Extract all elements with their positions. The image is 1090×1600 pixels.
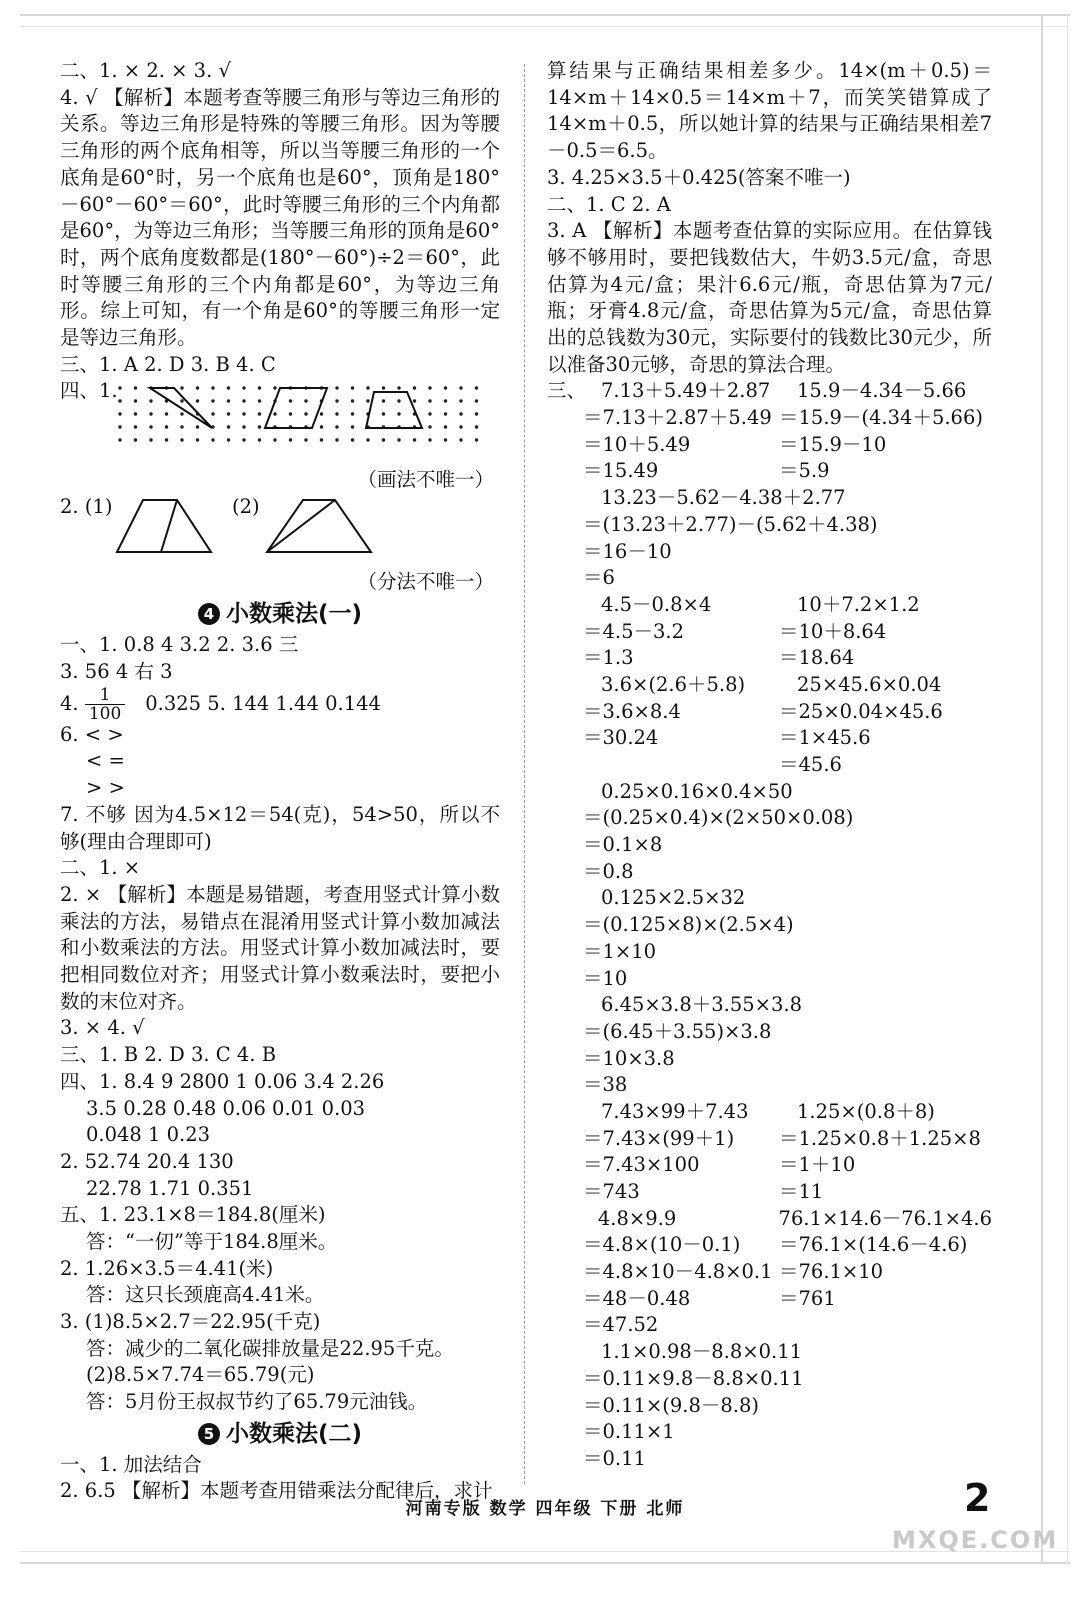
section-title-text: 小数乘法(二) — [225, 1420, 363, 1447]
calculation-label — [547, 645, 583, 672]
grid-dot — [134, 439, 137, 442]
calculation-row — [547, 699, 992, 726]
answer-line: 四、1. 8.4 9 2800 1 0.06 3.4 2.26 — [60, 1069, 385, 1093]
note: （分法不唯一） — [357, 570, 494, 594]
calculation-step: ＝15.49 — [583, 459, 659, 483]
top-border — [20, 14, 1070, 27]
calculation-step: ＝76.1×(14.6－4.6) — [779, 1233, 968, 1257]
grid-dot — [351, 400, 354, 403]
calculation-step: ＝5.9 — [779, 459, 830, 483]
calculation-label — [547, 752, 583, 779]
calculation-row — [547, 1126, 992, 1153]
note: （画法不唯一） — [357, 468, 494, 492]
answer-paragraph: 算结果与正确结果相差多少。14×(m＋0.5)＝14×m＋14×0.5＝14×m＋7，而笑笑错算成了14×m＋0.5，所以她计算的结果与正确结果相差7－0.5＝6.5。 — [547, 59, 992, 163]
answer-line: 三、1. B 2. D 3. C 4. B — [60, 1043, 277, 1067]
grid-dot — [397, 387, 400, 390]
answer-line: 一、1. 0.8 4 3.2 2. 3.6 三 — [60, 633, 299, 657]
calculation-row — [547, 1179, 992, 1206]
grid-dot — [428, 439, 431, 442]
grid-dot — [258, 439, 261, 442]
grid-dot — [444, 439, 447, 442]
right-column — [547, 58, 992, 1473]
answer-line: 3. 4.25×3.5＋0.425(答案不唯一) — [547, 165, 851, 189]
calculation-step: ＝743 — [583, 1180, 640, 1204]
grid-dot — [444, 426, 447, 429]
grid-dot — [475, 387, 478, 390]
calculation-step: ＝38 — [583, 1073, 628, 1097]
calculation-label — [547, 1179, 583, 1206]
calculation-row — [547, 1206, 992, 1233]
calculation-block — [547, 485, 992, 592]
grid-dot — [211, 387, 214, 390]
grid-dot — [196, 426, 199, 429]
grid-dot — [242, 413, 245, 416]
calculation-step: 25×45.6×0.04 — [797, 672, 942, 696]
trapezoid-2-diagram — [265, 494, 375, 558]
grid-dot — [382, 400, 385, 403]
answer-line: 2. 52.74 20.4 130 — [60, 1149, 234, 1173]
calculation-label — [547, 1206, 580, 1233]
grid-dot — [258, 400, 261, 403]
section-number-badge: 4 — [198, 603, 220, 625]
calculation-row — [547, 1259, 992, 1286]
calculation-step: ＝10＋5.49 — [583, 432, 691, 456]
grid-dot — [320, 426, 323, 429]
calculation-step: ＝45.6 — [779, 753, 842, 777]
calculation-label: 三、 — [547, 379, 587, 403]
grid-dot — [211, 413, 214, 416]
calculation-step: ＝47.52 — [583, 1313, 659, 1337]
calculation-step: 13.23－5.62－4.38＋2.77 — [601, 486, 846, 510]
answer-text: 0.325 5. 144 1.44 0.144 — [145, 691, 381, 715]
calculation-step: 1.1×0.98－8.8×0.11 — [601, 1340, 803, 1364]
answer-line: 答：减少的二氧化碳排放量是22.95千克。 — [86, 1336, 454, 1360]
grid-dot — [459, 413, 462, 416]
answer-line: 2. 6.5 【解析】本题考查用错乘法分配律后，求计 — [60, 1479, 493, 1503]
calculation-row — [547, 378, 992, 405]
grid-dot — [258, 413, 261, 416]
calculation-step: 10＋7.2×1.2 — [797, 592, 920, 616]
answer-label: 四、1. — [60, 379, 118, 403]
calculation-block — [547, 378, 992, 485]
grid-dot — [289, 439, 292, 442]
calculation-label — [547, 1232, 583, 1259]
answer-paragraph: 3. A 【解析】本题考查估算的实际应用。在估算钱够不够用时，要把钱数估大，牛奶3.5元/盒，奇思估算为4元/盒；果汁6.6元/瓶，奇思估算为7元/瓶；牙膏4.8元/盒，奇思估算为5元/盒，奇思估算出的总钱数为30元，实际要付的钱数比30元少，所以准备30元够，奇思的算法合理。 — [547, 219, 992, 376]
grid-dot — [242, 426, 245, 429]
grid-dot — [196, 400, 199, 403]
grid-dot — [428, 400, 431, 403]
grid-dot — [180, 413, 183, 416]
grid-dot — [366, 387, 369, 390]
answer-line: 二、1. × 2. × 3. √ — [60, 59, 231, 82]
grid-dot — [242, 387, 245, 390]
grid-dot — [382, 413, 385, 416]
grid-dot — [118, 426, 121, 429]
section-number-badge: 5 — [198, 1423, 220, 1445]
calculation-row — [547, 752, 992, 779]
calculation-row — [547, 458, 992, 485]
calculation-step: ＝0.1×8 — [583, 833, 663, 857]
calculation-step: ＝18.64 — [779, 646, 855, 670]
grid-dot — [134, 426, 137, 429]
calculation-label — [547, 725, 583, 752]
answer-line: 3. (1)8.5×2.7＝22.95(千克) — [60, 1310, 321, 1334]
grid-dot — [382, 439, 385, 442]
calculation-label — [547, 699, 583, 726]
trapezoid-1-diagram — [115, 494, 215, 558]
grid-dot — [320, 439, 323, 442]
grid-dot — [366, 400, 369, 403]
left-column — [60, 58, 500, 1505]
calculation-row — [547, 1099, 992, 1126]
page-number: 2 — [964, 1476, 991, 1520]
triangle-shape — [150, 388, 212, 428]
grid-dot — [351, 387, 354, 390]
calculation-row — [547, 725, 992, 752]
calculation-step: ＝30.24 — [583, 726, 659, 750]
grid-dot — [227, 439, 230, 442]
calculation-step: ＝4.8×(10－0.1) — [583, 1233, 741, 1257]
answer-line: 22.78 1.71 0.351 — [86, 1176, 254, 1200]
calculation-row — [547, 672, 992, 699]
calculation-step: ＝4.8×10－4.8×0.1 — [583, 1260, 773, 1284]
calculation-step: ＝4.5－3.2 — [583, 619, 685, 643]
calculation-step — [779, 1312, 797, 1339]
grid-dot — [118, 413, 121, 416]
calculation-row — [547, 1286, 992, 1313]
grid-dot — [459, 426, 462, 429]
calculation-step: ＝1×10 — [583, 939, 657, 963]
calculation-step: ＝7.43×100 — [583, 1153, 700, 1177]
right-border — [1041, 14, 1068, 1564]
section-title — [60, 596, 500, 632]
calculation-step: 3.6×(2.6＋5.8) — [601, 672, 746, 696]
grid-dot — [242, 439, 245, 442]
calculation-step: ＝7.43×(99＋1) — [583, 1126, 735, 1150]
grid-dot — [459, 400, 462, 403]
grid-dot — [366, 439, 369, 442]
grid-dot — [180, 439, 183, 442]
grid-dot — [397, 439, 400, 442]
answer-line: 三、1. A 2. D 3. B 4. C — [60, 352, 276, 376]
grid-dot — [335, 400, 338, 403]
fraction — [85, 686, 125, 723]
grid-dot — [242, 400, 245, 403]
calculation-row — [547, 645, 992, 672]
answer-line: 3.5 0.28 0.48 0.06 0.01 0.03 — [86, 1096, 366, 1120]
calculation-step: ＝10＋8.64 — [779, 619, 887, 643]
grid-dot — [475, 439, 478, 442]
grid-dot — [335, 387, 338, 390]
grid-dot — [320, 413, 323, 416]
column-divider — [524, 64, 525, 1484]
calculation-label — [547, 1312, 583, 1339]
answer-line: 0.048 1 0.23 — [86, 1123, 211, 1147]
calculation-step: 7.13＋5.49＋2.87 — [601, 379, 771, 403]
grid-dot — [227, 400, 230, 403]
grid-dot — [149, 439, 152, 442]
grid-dot — [289, 400, 292, 403]
calculation-label — [547, 1152, 583, 1179]
grid-dot — [149, 413, 152, 416]
grid-dot — [475, 413, 478, 416]
grid-dot — [304, 439, 307, 442]
grid-dot — [180, 387, 183, 390]
grid-dot — [413, 439, 416, 442]
grid-dot — [118, 387, 121, 390]
calculation-step: ＝0.11×(9.8－8.8) — [583, 1393, 759, 1417]
grid-dot — [397, 413, 400, 416]
answer-line: (2)8.5×7.74＝65.79(元) — [86, 1363, 315, 1387]
calculation-label — [547, 405, 583, 432]
calculation-row — [547, 1152, 992, 1179]
calculation-block — [547, 1099, 992, 1339]
calculation-step: ＝15.9－10 — [779, 432, 887, 456]
answer-line: 二、1. × — [60, 856, 141, 880]
calculation-step: ＝1×45.6 — [779, 726, 871, 750]
answer-label: (2) — [232, 495, 260, 519]
grid-dot — [459, 439, 462, 442]
grid-dot — [351, 439, 354, 442]
answer-line: 答：5月份王叔叔节约了65.79元油钱。 — [86, 1390, 428, 1414]
calculation-step: ＝0.11×9.8－8.8×0.11 — [583, 1366, 804, 1390]
trapezoid-division-figure — [60, 494, 500, 568]
answer-line: 二、1. C 2. A — [547, 192, 671, 216]
answer-label: 4. — [60, 691, 79, 715]
grid-dot — [475, 426, 478, 429]
watermark: MXQE.COM — [892, 1526, 1059, 1554]
calculation-step: ＝0.11 — [583, 1446, 646, 1470]
grid-dot — [118, 439, 121, 442]
grid-dot — [351, 413, 354, 416]
footer: 河南专版 数学 四年级 下册 北师 — [405, 1499, 685, 1519]
calculation-row — [547, 432, 992, 459]
answer-line: < = — [86, 749, 125, 773]
answer-line: 2. 1.26×3.5＝4.41(米) — [60, 1256, 274, 1280]
calculation-step: ＝761 — [779, 1286, 836, 1310]
calculation-step: ＝(6.45＋3.55)×3.8 — [583, 1019, 772, 1043]
grid-dot — [165, 426, 168, 429]
grid-dot — [304, 400, 307, 403]
calculation-label — [547, 1126, 583, 1153]
grid-dot — [335, 439, 338, 442]
grid-dot — [180, 400, 183, 403]
calculation-label — [547, 619, 583, 646]
calculation-row — [547, 619, 992, 646]
calculation-step: ＝(0.25×0.4)×(2×50×0.08) — [583, 806, 854, 830]
calculation-step: 0.125×2.5×32 — [601, 886, 746, 910]
calculation-row — [547, 592, 992, 619]
answer-line: 3. × 4. √ — [60, 1016, 145, 1040]
dot-grid-diagram — [112, 380, 484, 466]
calculation-label — [547, 458, 583, 485]
calculation-step: ＝11 — [779, 1180, 824, 1204]
calculation-step: ＝7.13＋2.87＋5.49 — [583, 406, 772, 430]
grid-dot — [273, 413, 276, 416]
grid-dot — [304, 413, 307, 416]
grid-dot — [382, 387, 385, 390]
grid-dot — [428, 426, 431, 429]
parallelogram-shape — [265, 388, 327, 428]
grid-dot — [444, 400, 447, 403]
calculation-block — [547, 592, 992, 779]
answer-line-fraction — [60, 686, 500, 722]
trapezoid-shape — [366, 392, 422, 428]
calculation-label — [547, 592, 583, 619]
grid-dot — [196, 387, 199, 390]
answer-line: > > — [86, 776, 125, 800]
calculation-step — [583, 752, 779, 779]
calculation-step: ＝48－0.48 — [583, 1286, 691, 1310]
calculation-step: ＝1.3 — [583, 646, 634, 670]
grid-dot — [335, 413, 338, 416]
calculation-step: ＝(0.125×8)×(2.5×4) — [583, 913, 794, 937]
answer-paragraph: 7. 不够 因为4.5×12＝54(克)，54>50，所以不够(理由合理即可) — [60, 802, 500, 853]
calculation-step: ＝0.11×1 — [583, 1420, 675, 1444]
grid-dot — [165, 439, 168, 442]
grid-dot — [180, 426, 183, 429]
calculation-step: 76.1×14.6－76.1×4.6 — [778, 1206, 992, 1230]
calculation-step: ＝1.25×0.8＋1.25×8 — [779, 1126, 981, 1150]
grid-dot — [397, 400, 400, 403]
calculation-step: ＝(13.23＋2.77)－(5.62＋4.38) — [583, 512, 878, 536]
calculation-step: ＝25×0.04×45.6 — [779, 699, 943, 723]
calculation-step: ＝1＋10 — [779, 1153, 856, 1177]
section-title-text: 小数乘法(一) — [225, 601, 363, 628]
grid-dot — [227, 413, 230, 416]
dot-grid-figure — [60, 378, 500, 466]
calculation-step: ＝76.1×10 — [779, 1260, 884, 1284]
answer-label: 2. (1) — [60, 495, 113, 519]
calculation-step: 0.25×0.16×0.4×50 — [601, 779, 793, 803]
calculation-step: 4.8×9.9 — [597, 1206, 677, 1230]
calculation-label — [547, 1259, 583, 1286]
calculation-step: 1.25×(0.8＋8) — [797, 1099, 935, 1123]
grid-dot — [227, 387, 230, 390]
calculation-step: ＝0.8 — [583, 859, 634, 883]
grid-dot — [444, 413, 447, 416]
calculation-row — [547, 1312, 992, 1339]
section-title — [60, 1416, 500, 1452]
grid-dot — [118, 400, 121, 403]
calculation-row — [547, 405, 992, 432]
answer-line: 答：这只长颈鹿高4.41米。 — [86, 1283, 325, 1307]
grid-dot — [134, 387, 137, 390]
grid-dot — [413, 387, 416, 390]
calculation-step: ＝3.6×8.4 — [583, 699, 681, 723]
grid-dot — [335, 426, 338, 429]
calculation-label — [547, 1286, 583, 1313]
grid-dot — [165, 413, 168, 416]
calculation-block — [547, 779, 992, 1099]
grid-dot — [211, 400, 214, 403]
grid-dot — [475, 400, 478, 403]
answer-line: 一、1. 加法结合 — [60, 1452, 202, 1476]
answer-line: 答：“一仞”等于184.8厘米。 — [86, 1229, 338, 1253]
grid-dot — [149, 400, 152, 403]
grid-dot — [134, 413, 137, 416]
grid-dot — [227, 426, 230, 429]
calculation-step: ＝16－10 — [583, 539, 672, 563]
calculation-step: 4.5－0.8×4 — [601, 592, 712, 616]
answer-line: 6. < > — [60, 722, 124, 746]
grid-dot — [444, 387, 447, 390]
answer-paragraph: 4. √ 【解析】本题考查等腰三角形与等边三角形的关系。等边三角形是特殊的等腰三角形。因为等腰三角形的两个底角相等，所以当等腰三角形的一个底角是60°时，另一个底角也是60°，顶角是180°－60°－60°＝60°，此时等腰三角形的三个内角都是60°，为等边三角形；当等腰三角形的顶角是60°时，两个底角度数都是(180°－60°)÷2＝60°，此时等腰三角形的三个内角都是60°，为等边三角形。综上可知，有一个角是60°的等腰三角形一定是等边三角形。 — [60, 85, 500, 350]
grid-dot — [428, 413, 431, 416]
calculation-label — [547, 432, 583, 459]
answer-paragraph: 2. × 【解析】本题是易错题，考查用竖式计算小数乘法的方法，易错点在混淆用竖式计算小数加减法和小数乘法的方法。用竖式计算小数加减法时，要把相同数位对齐；用竖式计算小数乘法时，要把小数的末位对齐。 — [60, 882, 500, 1013]
grid-dot — [149, 426, 152, 429]
calculation-block — [547, 1339, 992, 1472]
grid-dot — [258, 426, 261, 429]
fraction-denominator: 100 — [88, 703, 122, 724]
answer-line: 五、1. 23.1×8＝184.8(厘米) — [60, 1203, 326, 1227]
calculation-step: ＝10 — [583, 966, 628, 990]
grid-dot — [273, 439, 276, 442]
grid-dot — [273, 387, 276, 390]
calculation-step: ＝10×3.8 — [583, 1046, 675, 1070]
grid-dot — [134, 400, 137, 403]
grid-dot — [459, 387, 462, 390]
calculation-step: 7.43×99＋7.43 — [601, 1099, 749, 1123]
grid-dot — [258, 387, 261, 390]
grid-dot — [211, 439, 214, 442]
calculation-step: ＝6 — [583, 566, 615, 590]
answer-line: 3. 56 4 右 3 — [60, 660, 173, 684]
calculation-step: 15.9－4.34－5.66 — [797, 379, 967, 403]
grid-dot — [351, 426, 354, 429]
calculation-step: ＝15.9－(4.34＋5.66) — [779, 406, 983, 430]
calculation-step: 6.45×3.8＋3.55×3.8 — [601, 993, 803, 1017]
grid-dot — [196, 439, 199, 442]
calculation-label — [547, 672, 583, 699]
grid-dot — [413, 400, 416, 403]
fraction-numerator: 1 — [85, 686, 125, 705]
grid-dot — [289, 413, 292, 416]
calculation-label — [547, 1099, 583, 1126]
grid-dot — [428, 387, 431, 390]
calculation-row — [547, 1232, 992, 1259]
